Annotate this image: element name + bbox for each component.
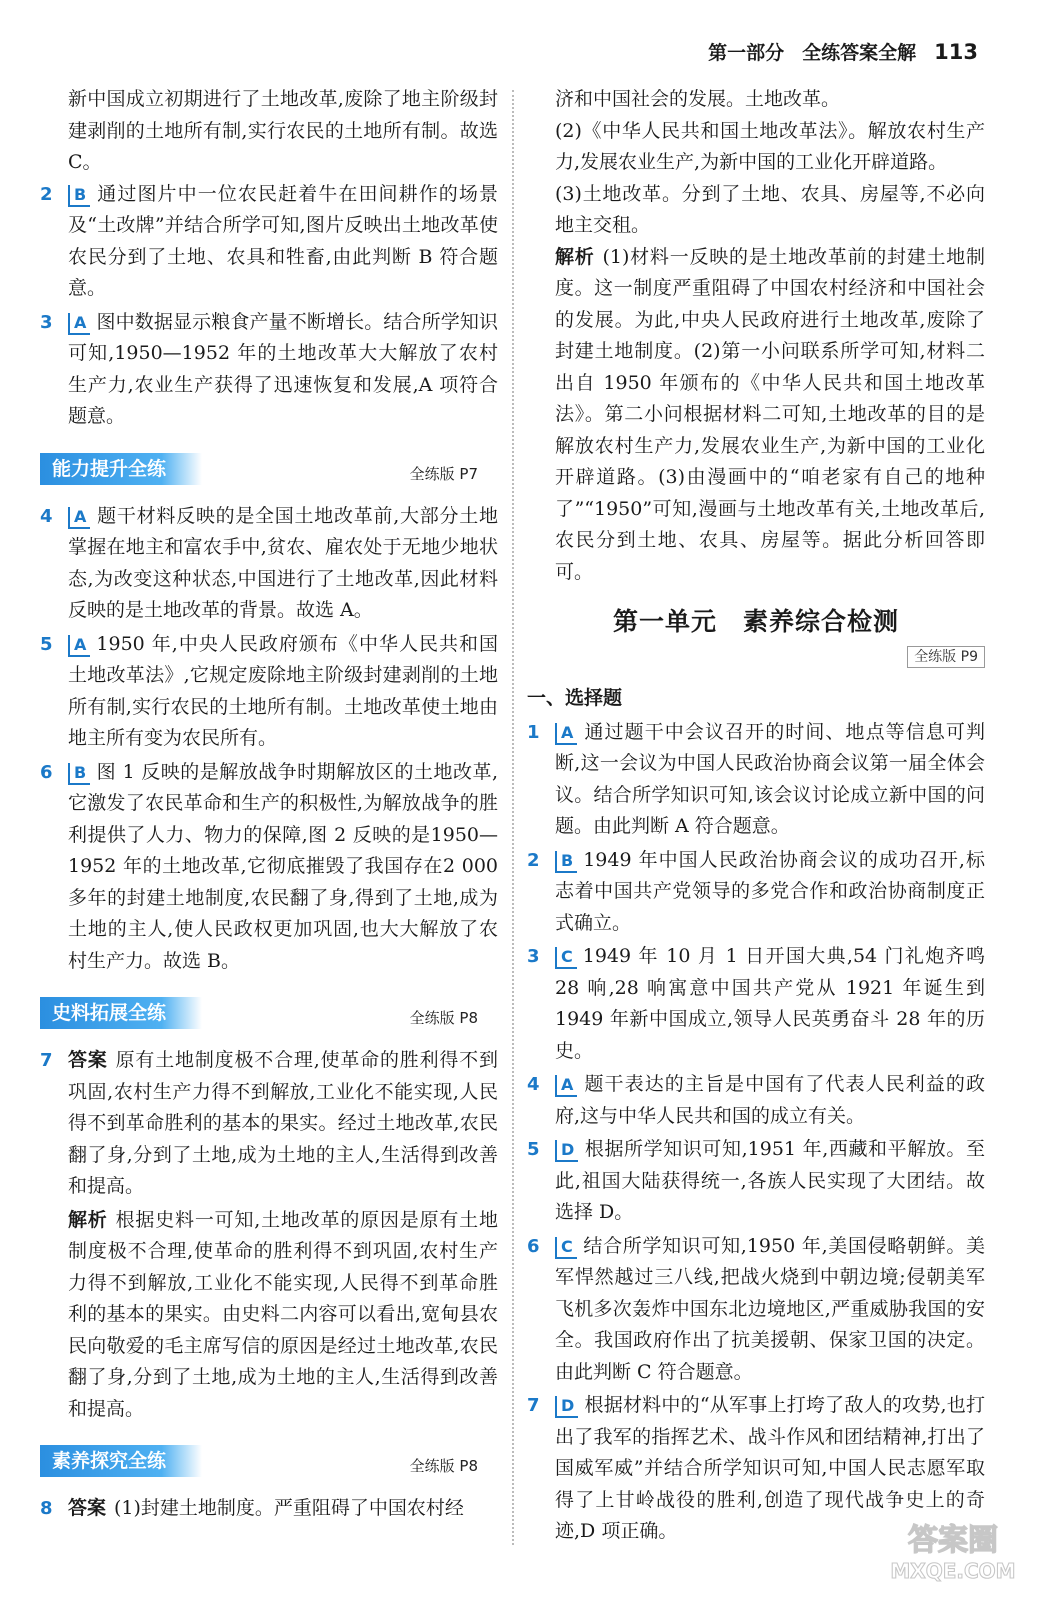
answer-text: 原有土地制度极不合理,使革命的胜利得不到巩固,农村生产力得不到解放,工业化不能实现,人民得不到革命胜利的基本的果实。经过土地改革,农民翻了身,分到了土地,成为土地的主人,生活得到改善和提高。 bbox=[68, 1049, 498, 1197]
left-column bbox=[40, 84, 498, 1527]
item-number: 7 bbox=[527, 1395, 540, 1416]
section-label: 素养探究全练 bbox=[40, 1445, 202, 1477]
answer-letter-box: A bbox=[555, 723, 577, 745]
column-divider bbox=[512, 90, 514, 1545]
item-text: 图 1 反映的是解放战争时期解放区的土地改革,它激发了农民革命和生产的积极性,为解放战争的胜利提供了人力、物力的保障,图 2 反映的是1950—1952 年的土地改革,它彻底摧毁了我国存在2 000 多年的封建土地制度,农民翻了身,得到了土地,成为土地的主人,使人民政权更加巩固,也大大解放了农村生产力。故选 B。 bbox=[68, 760, 498, 972]
section-ref: 全练版 P7 bbox=[409, 464, 478, 483]
section-banner-inquiry bbox=[40, 1441, 498, 1481]
page-number: 113 bbox=[934, 40, 978, 64]
section-label: 能力提升全练 bbox=[40, 453, 202, 485]
item-number: 1 bbox=[527, 721, 540, 743]
item-number: 3 bbox=[527, 946, 540, 967]
answer-item-6 bbox=[40, 757, 498, 978]
choice-item-1 bbox=[527, 717, 985, 843]
header-part: 第一部分 bbox=[708, 42, 785, 64]
explanation-label: 解析 bbox=[68, 1208, 108, 1231]
item-number: 3 bbox=[40, 311, 53, 333]
item-text: 1950 年,中央人民政府颁布《中华人民共和国土地改革法》,它规定废除地主阶级封建剥削的土地所有制,实行农民的土地所有制。土地改革使土地由地主所有变为农民所有。 bbox=[68, 632, 498, 749]
q8-continued-1: 济和中国社会的发展。土地改革。 bbox=[555, 88, 841, 110]
item-text: 通过图片中一位农民赶着牛在田间耕作的场景及“土改牌”并结合所学可知,图片反映出土地改革使农民分到了土地、农具和牲畜,由此判断 B 符合题意。 bbox=[68, 182, 498, 299]
answer-letter-box: A bbox=[68, 507, 90, 529]
item-number: 4 bbox=[527, 1074, 540, 1095]
answer-letter-box: B bbox=[555, 851, 577, 873]
q8-continued-2: (2)《中华人民共和国土地改革法》。解放农村生产力,发展农业生产,为新中国的工业化开辟道路。 bbox=[555, 119, 985, 173]
intro-paragraph: 新中国成立初期进行了土地改革,废除了地主阶级封建剥削的土地所有制,实行农民的土地所有制。故选 C。 bbox=[68, 88, 498, 173]
section-ref: 全练版 P8 bbox=[409, 1009, 478, 1027]
explanation-8 bbox=[527, 242, 985, 589]
item-text: 图中数据显示粮食产量不断增长。结合所学知识可知,1950—1952 年的土地改革大大解放了农村生产力,农业生产获得了迅速恢复和发展,A 项符合题意。 bbox=[68, 310, 498, 427]
item-number: 5 bbox=[527, 1139, 540, 1160]
item-text: 题干材料反映的是全国土地改革前,大部分土地掌握在地主和富农手中,贫农、雇农处于无地少地状态,为改变这种状态,中国进行了土地改革,因此材料反映的是土地改革的背景。故选 A。 bbox=[68, 504, 498, 621]
choice-item-2 bbox=[527, 845, 985, 940]
unit-ref: 全练版 P9 bbox=[907, 646, 985, 668]
explanation-text: (1)材料一反映的是土地改革前的封建土地制度。这一制度严重阻碍了中国农村经济和中国社会的发展。为此,中央人民政府进行土地改革,废除了封建土地制度。(2)第一小问联系所学可知,材料二出自 1950 年颁布的《中华人民共和国土地改革法》。第二小问根据材料二可知,土地改革的目的是解放农村生产力,发展农业生产,为新中国的工业化开辟道路。(3)由漫画中的“咱老家有自己的地种了”“1950”可知,漫画与土地改革有关,土地改革后,农民分到土地、农具、房屋等。据此分析回答即可。 bbox=[555, 245, 985, 583]
section-banner-ability bbox=[40, 449, 498, 489]
answer-item-7 bbox=[40, 1045, 498, 1203]
header-title: 全练答案全解 bbox=[802, 42, 917, 64]
explanation-7 bbox=[40, 1205, 498, 1426]
item-number: 2 bbox=[40, 183, 53, 205]
section-ref: 全练版 P8 bbox=[409, 1457, 478, 1475]
watermark-text-cn: 答案圈 bbox=[908, 1523, 998, 1558]
answer-letter-box: B bbox=[68, 763, 90, 785]
section-banner-sources bbox=[40, 993, 498, 1033]
item-text: 根据材料中的“从军事上打垮了敌人的攻势,也打出了我军的指挥艺术、战斗作风和团结精神,打出了国威军威”并结合所学知识可知,中国人民志愿军取得了上甘岭战役的胜利,创造了现代战争史上的奇迹,D 项正确。 bbox=[555, 1394, 985, 1542]
answer-item-5 bbox=[40, 629, 498, 755]
choice-item-4 bbox=[527, 1069, 985, 1132]
answer-letter-box: C bbox=[555, 1237, 577, 1259]
answer-letter-box: A bbox=[68, 313, 90, 335]
answer-item-4 bbox=[40, 501, 498, 627]
item-text: 根据所学知识可知,1951 年,西藏和平解放。至此,祖国大陆获得统一,各族人民实现了大团结。故选择 D。 bbox=[555, 1138, 985, 1223]
answer-letter-box: B bbox=[68, 185, 90, 207]
answer-text: (1)封建土地制度。严重阻碍了中国农村经 bbox=[114, 1497, 464, 1519]
answer-letter-box: A bbox=[555, 1075, 577, 1097]
item-number: 6 bbox=[40, 761, 53, 783]
answer-letter-box: C bbox=[555, 947, 577, 969]
unit-ref-row bbox=[527, 640, 985, 672]
watermark-logo bbox=[878, 1516, 1028, 1586]
answer-label: 答案 bbox=[68, 1497, 107, 1519]
answer-label: 答案 bbox=[68, 1049, 108, 1071]
choice-item-3 bbox=[527, 941, 985, 1067]
item-text: 通过题干中会议召开的时间、地点等信息可判断,这一会议为中国人民政治协商会议第一届全体会议。结合所学知识可知,该会议讨论成立新中国的问题。由此判断 A 符合题意。 bbox=[555, 720, 985, 837]
unit-title: 第一单元 素养综合检测 bbox=[612, 607, 899, 636]
explanation-text: 根据史料一可知,土地改革的原因是原有土地制度极不合理,使革命的胜利得不到巩固,农村生产力得不到解放,工业化不能实现,人民得不到革命胜利的基本的果实。由史料二内容可以看出,宽甸县农民向敬爱的毛主席写信的原因是经过土地改革,农民翻了身,分到了土地,成为土地的主人,生活得到改善和提高。 bbox=[68, 1208, 498, 1420]
item-text: 1949 年中国人民政治协商会议的成功召开,标志着中国共产党领导的多党合作和政治协商制度正式确立。 bbox=[555, 848, 985, 934]
watermark-text-url: MXQE.COM bbox=[890, 1559, 1016, 1583]
choice-item-6 bbox=[527, 1231, 985, 1389]
answer-letter-box: A bbox=[68, 635, 90, 657]
answer-item-3 bbox=[40, 307, 498, 433]
section-label: 史料拓展全练 bbox=[40, 997, 202, 1029]
answer-item-8 bbox=[40, 1493, 498, 1525]
item-number: 7 bbox=[40, 1050, 53, 1071]
item-number: 8 bbox=[40, 1498, 53, 1519]
item-number: 6 bbox=[527, 1235, 540, 1257]
q8-continued-3: (3)土地改革。分到了土地、农具、房屋等,不必向地主交租。 bbox=[555, 182, 985, 236]
answer-item-2 bbox=[40, 179, 498, 305]
explanation-label: 解析 bbox=[555, 245, 595, 268]
item-text: 结合所学知识可知,1950 年,美国侵略朝鲜。美军悍然越过三八线,把战火烧到中朝边境;侵朝美军飞机多次轰炸中国东北边境地区,严重威胁我国的安全。我国政府作出了抗美援朝、保家卫国的决定。由此判断 C 符合题意。 bbox=[555, 1234, 985, 1383]
item-text: 题干表达的主旨是中国有了代表人民利益的政府,这与中华人民共和国的成立有关。 bbox=[555, 1073, 985, 1127]
answer-letter-box: D bbox=[555, 1396, 578, 1418]
choice-item-5 bbox=[527, 1134, 985, 1229]
item-text: 1949 年 10 月 1 日开国大典,54 门礼炮齐鸣 28 响,28 响寓意中国共产党从 1921 年诞生到 1949 年新中国成立,领导人民英勇奋斗 28 年的历史。 bbox=[555, 945, 985, 1062]
answer-letter-box: D bbox=[555, 1140, 578, 1162]
sub-heading-choice: 一、选择题 bbox=[527, 687, 623, 709]
right-column bbox=[527, 84, 985, 1550]
item-number: 2 bbox=[527, 849, 540, 871]
item-number: 4 bbox=[40, 505, 53, 527]
item-number: 5 bbox=[40, 633, 53, 655]
running-header bbox=[708, 38, 978, 65]
